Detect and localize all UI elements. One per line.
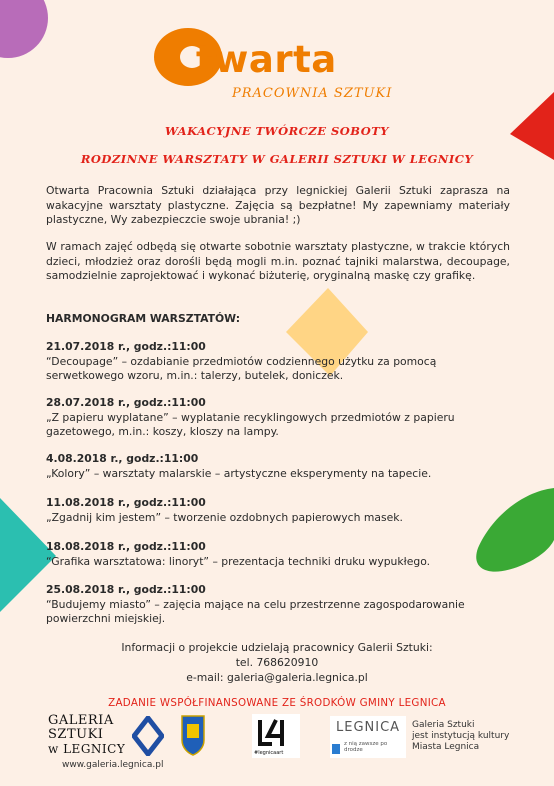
schedule-item-date: 11.08.2018 r., godz.:11:00 bbox=[46, 496, 206, 509]
legnica-coat-of-arms-icon bbox=[180, 714, 206, 756]
schedule-item bbox=[46, 496, 516, 525]
contact-email: e-mail: galeria@galeria.legnica.pl bbox=[186, 671, 368, 684]
schedule-item bbox=[46, 396, 516, 440]
intro-paragraph-1: Otwarta Pracownia Sztuki działająca przy legnickiej Galerii Sztuki zaprasza na wakacyjne warsztaty plastyczne. Zajęcia są bezpłatne! My zapewniamy materiały plastyczne, Wy zabezpieczcie swoje ubrania! ;) bbox=[46, 184, 510, 226]
legnica-art-tag: #legnicaart bbox=[254, 750, 284, 756]
schedule-item bbox=[46, 583, 516, 627]
schedule-item-date: 4.08.2018 r., godz.:11:00 bbox=[46, 452, 199, 465]
schedule-item-desc: “Decoupage” – ozdabianie przedmiotów codziennego użytku za pomocą serwetkowego wzoru, m.in.: talerzy, butelek, doniczek. bbox=[46, 354, 437, 382]
galeria-logo-line1: GALERIA bbox=[48, 713, 114, 728]
schedule-title: HARMONOGRAM WARSZTATÓW: bbox=[46, 312, 241, 325]
institution-line3: Miasta Legnica bbox=[412, 742, 480, 752]
galeria-logo-line2: SZTUKI bbox=[48, 727, 104, 742]
heading-family-workshops: RODZINNE WARSZTATY W GALERII SZTUKI W LEGNICY bbox=[80, 152, 474, 166]
galeria-url[interactable]: www.galeria.legnica.pl bbox=[62, 760, 164, 770]
legnica-city-word: LEGNICA bbox=[336, 720, 401, 735]
schedule-item-date: 25.08.2018 r., godz.:11:00 bbox=[46, 583, 206, 596]
legnica-city-tag: z nią zawsze po drodze bbox=[344, 741, 388, 753]
schedule-item-date: 18.08.2018 r., godz.:11:00 bbox=[46, 540, 206, 553]
galeria-diamond-icon bbox=[132, 716, 164, 756]
contact-phone: tel. 768620910 bbox=[235, 656, 319, 669]
institution-note bbox=[412, 720, 509, 753]
schedule-item-date: 21.07.2018 r., godz.:11:00 bbox=[46, 340, 206, 353]
contact-info-intro: Informacji o projekcie udzielają pracownicy Galerii Sztuki: bbox=[121, 641, 433, 654]
schedule-item-desc: „Zgadnij kim jestem” – tworzenie ozdobnych papierowych masek. bbox=[46, 510, 403, 524]
schedule-item-desc: „Z papieru wyplatane” – wyplatanie recyklingowych przedmiotów z papieru gazetowego, m.in.: koszy, kloszy na lampy. bbox=[46, 410, 455, 438]
intro-paragraph-2: W ramach zajęć odbędą się otwarte sobotnie warsztaty plastyczne, w trakcie których dzieci, młodzież oraz dorośli będą mogli m.in. poznać tajniki malarstwa, decoupage, samodzielnie zaprojektować i wykonać biżuterię, oryginalną maskę czy grafikę. bbox=[46, 240, 510, 282]
cofinance-note: ZADANIE WSPÓŁFINANSOWANE ZE ŚRODKÓW GMINY LEGNICA bbox=[108, 697, 446, 709]
logo-word: twarta bbox=[196, 38, 337, 81]
schedule-item-date: 28.07.2018 r., godz.:11:00 bbox=[46, 396, 206, 409]
schedule-item bbox=[46, 452, 516, 481]
logo-subtitle: PRACOWNIA SZTUKI bbox=[232, 86, 393, 101]
schedule-item-desc: “Budujemy miasto” – zajęcia mające na celu przestrzenne zagospodarowanie powierzchni miejskiej. bbox=[46, 597, 465, 625]
galeria-logo-line3: w LEGNICY bbox=[48, 742, 126, 756]
institution-line1: Galeria Sztuki bbox=[412, 720, 475, 730]
schedule-item bbox=[46, 340, 516, 384]
legnica-blue-mark bbox=[332, 744, 340, 754]
violet-circle bbox=[0, 0, 48, 58]
legnica-city-logo bbox=[330, 716, 406, 758]
heading-summer-saturdays: WAKACYJNE TWÓRCZE SOBOTY bbox=[164, 124, 390, 138]
institution-line2: jest instytucją kultury bbox=[412, 731, 510, 741]
schedule-item bbox=[46, 540, 516, 569]
schedule-item-desc: “Grafika warsztatowa: linoryt” – prezentacja techniki druku wypukłego. bbox=[46, 554, 431, 568]
schedule-item-desc: „Kolory” – warsztaty malarskie – artystyczne eksperymenty na tapecie. bbox=[46, 466, 432, 480]
